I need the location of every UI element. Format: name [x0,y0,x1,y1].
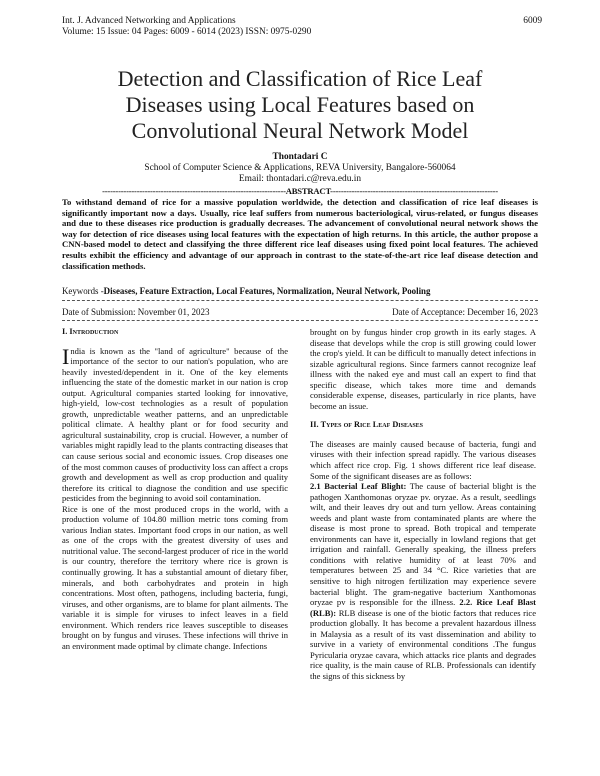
keywords-label: Keywords - [62,286,104,296]
page-number: 6009 [523,16,542,26]
blast-text: RLB disease is one of the biotic factors that reduces rice production globally. It has become a prevalent hazardous illness in Malaysia as a result of its vast dissemination and ability to survive in a variety of environmental conditions .The fungus Pyricularia oryzae cavara, which attacks rice plants and degrades rice quality, is the main cause of RLB. Professionals can identify the signs of this sickness by [310,607,536,681]
title-line-2: Diseases using Local Features based on [125,92,475,117]
keywords [62,286,538,296]
intro-paragraph-2: Rice is one of the most produced crops in the world, with a production volume of 104.80 million metric tons coming from various Indian states. Important food crops in our nation, as well as one of the crops with the greatest diversity of uses and nutritional value. The second-largest producer of rice in the world is our country, therefore the territory where rice is grown is continually growing. It has a substantial amount of dietary fiber, minerals, and both carbohydrates and protein in high concentrations. Most often, pathogens, including bacteria, fungi, viruses, and other organisms, are to blame for plant ailments. The variable it is simple for viruses to infect leaves in a field environment. Which renders rice leaves susceptible to diseases brought on by fungus and viruses. These infections will thrive in an environment made optimal by climate change. Infections [62,503,288,651]
section-number: II. [310,420,319,430]
blight-text: The cause of bacterial blight is the pathogen Xanthomonas oryzae pv. oryzae. As a result, seedlings wilt, and their leaves dry out and turn yellow. Areas containing weeds and plant waste from contaminated plants are where the disease is most prone to spread. Both tropical and temperate environments can have it, especially in lowland regions that get irrigation and rainfall. Generally speaking, the illness prefers conditions with relative humidity of at least 70% and temperatures between 25 and 34 °C. Rice varieties that are sensitive to high nitrogen fertilization may experience severe bacterial blight. The gram-negative bacterium Xanthomonas oryzae pv is responsible for the illness. [310,481,536,608]
title-line-3: Convolutional Neural Network Model [131,118,469,143]
author-affiliation: School of Computer Science & Applications, REVA University, Bangalore-560064 [144,163,456,174]
drop-cap: I [62,343,70,369]
section-title: Types of Rice Leaf Diseases [320,420,423,430]
author-block [62,152,538,186]
abstract-text: To withstand demand of rice for a massive population worldwide, the detection and classification of rice leaf diseases is significantly important now a days. Usually, rice leaf suffers from numerous bacteriological, virus-related, or fungus diseases and due to these diseases rice production is gradually decreases. The advancement of convolutional neural network shows the way for detection of rice diseases using local features with the expectation of high returns. In this article, the author propose a CNN-based model to detect and classifying the three different rice leaf diseases using fixed point local features. The achieved results exhibit the efficiency and advantage of our approach in contrast to the state-of-the-art rice leaf disease detection and classification methods. [62,197,538,271]
title-line-1: Detection and Classification of Rice Leaf [117,66,483,91]
blight-paragraph [310,481,536,681]
subsection-title-blast: 2.2. Rice Leaf Blast (RLB): [310,597,536,618]
subsection-title-blight: 2.1 Bacterial Leaf Blight: [310,481,407,492]
abstract-divider: ---------------------------------------------------------------------ABSTRACT--------------------------------------------------------------- [102,186,498,196]
right-column [310,327,536,682]
author-email: Email: thontadari.c@reva.edu.in [238,174,362,185]
journal-name: Int. J. Advanced Networking and Applications [62,16,236,26]
section-heading-introduction [62,327,288,338]
author-name: Thontadari C [272,152,328,162]
intro-paragraph-1 [62,343,288,504]
section-number: I. [62,327,68,336]
acceptance-date: Date of Acceptance: December 16, 2023 [392,307,538,317]
types-paragraph: The diseases are mainly caused because of bacteria, fungi and viruses with their infection spread rapidly. The various diseases which affect rice crop. Fig. 1 shows different rice leaf disease. Some of the significant diseases are as follows: [310,438,536,481]
intro-paragraph-3: brought on by fungus hinder crop growth in its early stages. A disease that develops while the crop is still growing could lower the crop's yield. It can be difficult to manually detect infections in sizable agricultural regions. Since farmers cannot recognize leaf illness with the naked eye and must call an expert to find that specific disease, which takes more time and demands considerable expense, diseases, particularly in rice plants, have become an issue. [310,327,536,411]
volume-info: Volume: 15 Issue: 04 Pages: 6009 - 6014 (2023) ISSN: 0975-0290 [62,27,312,37]
divider-bottom [62,320,538,321]
intro-text-1: ndia is known as the "land of agriculture" because of the importance of the sector to our nation's population, who are heavily invested/dependent in it. One of the key elements influencing the state of the domestic market in our nation is crop output. Agricultural companies started looking for innovative, high-yield, low-cost technologies as a result of population growth, unpredictable weather patterns, and an unpredictable political climate. A healthy plant or for food security and agricultural sustainability, crop is crucial. However, a number of variables might rapidly lead to the plants contracting diseases that can cause serious social and economic issues. Crop diseases one of the most common causes of productivity loss can affect a crops growth and development as well as crop production and quality therefore its critical to diagnose the condition and use specific pesticides from the beginning to avoid soil contamination. [62,345,288,504]
section-heading-types [310,420,536,431]
running-header [62,16,542,38]
keywords-list: Diseases, Feature Extraction, Local Features, Normalization, Neural Network, Pooling [103,286,431,296]
paper-title [70,66,530,144]
section-title: Introduction [69,327,119,336]
left-column [62,327,288,651]
dates-row [62,307,538,317]
divider-top [62,300,538,301]
submission-date: Date of Submission: November 01, 2023 [62,307,210,317]
